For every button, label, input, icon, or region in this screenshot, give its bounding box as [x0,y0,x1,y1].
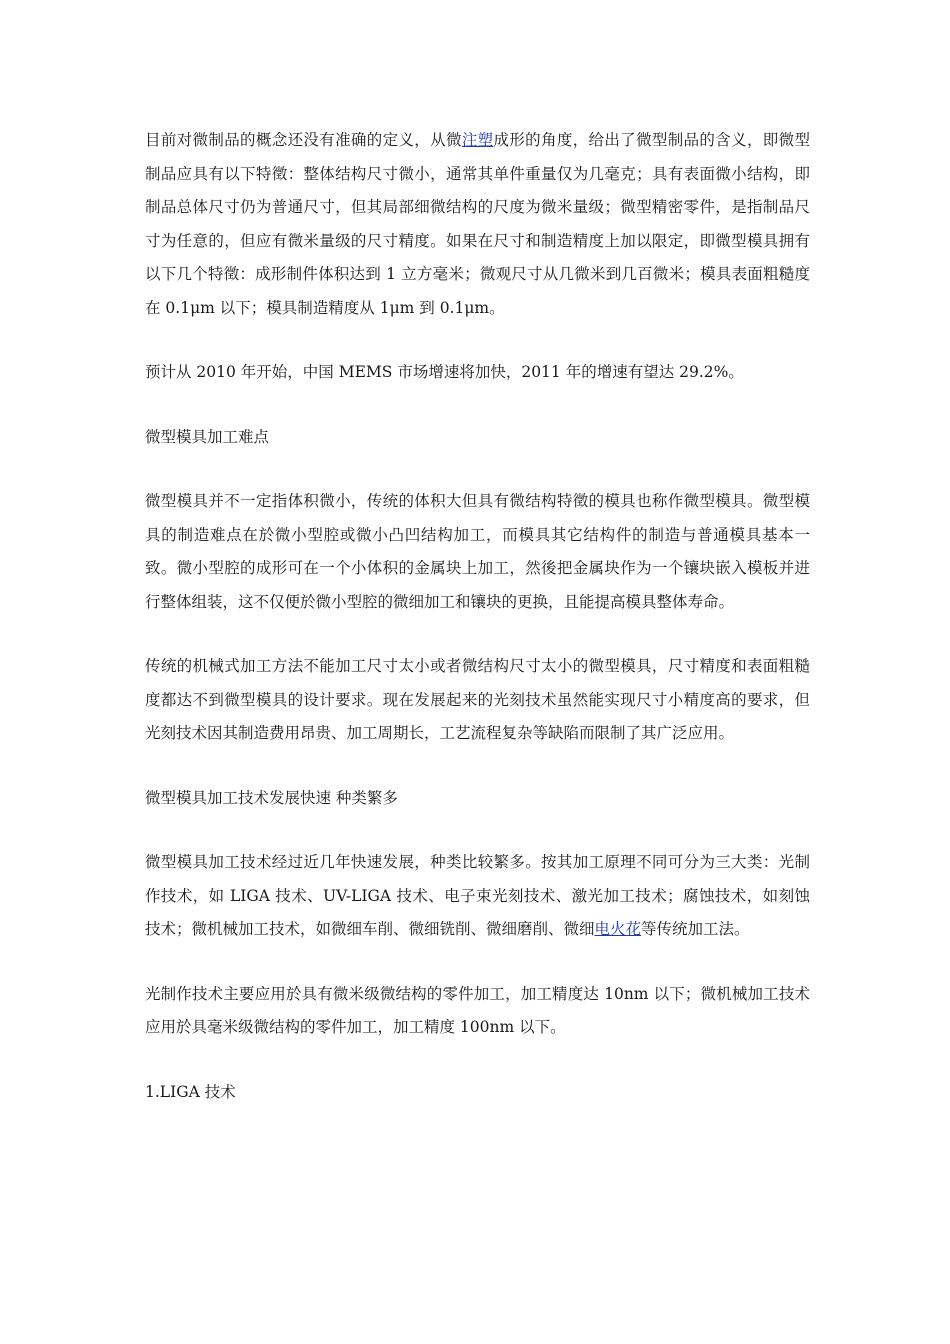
paragraph-text: 传统的机械式加工方法不能加工尺寸太小或者微结构尺寸太小的微型模具，尺寸精度和表面粗糙度都达不到微型模具的设计要求。现在发展起来的光刻技术虽然能实现尺寸小精度高的要求，但光刻技术因其制造费用昂贵、加工周期长，工艺流程复杂等缺陷而限制了其广泛应用。 [145,657,810,742]
paragraph [145,124,810,325]
paragraph-text: 1.LIGA 技术 [145,1082,236,1101]
paragraph [145,978,810,1045]
section-heading [145,782,810,816]
paragraph-text: 光制作技术主要应用於具有微米级微结构的零件加工，加工精度达 10nm 以下；微机械加工技术应用於具毫米级微结构的零件加工，加工精度 100nm 以下。 [145,984,810,1036]
article-body [145,124,810,1140]
paragraph-text: 微型模具加工难点 [145,427,270,446]
paragraph-text: 微型模具加工技术发展快速 种类繁多 [145,788,398,807]
paragraph-text: 预计从 2010 年开始，中国 MEMS 市场增速将加快，2011 年的增速有望达 29.2%。 [145,363,744,381]
paragraph-text: 微型模具加工技术经过近几年快速发展，种类比较繁多。按其加工原理不同可分为三大类：光制作技术，如 LIGA 技术、UV-LIGA 技术、电子束光刻技术、激光加工技术；腐蚀技术，如刻蚀技术；微机械加工技术，如微细车削、微细铣削、微细磨削、微细 [145,853,810,938]
paragraph [145,650,810,751]
paragraph-text: 微型模具并不一定指体积微小，传统的体积大但具有微结构特徵的模具也称作微型模具。微型模具的制造难点在於微小型腔或微小凸凹结构加工，而模具其它结构件的制造与普通模具基本一致。微小型腔的成形可在一个小体积的金属块上加工，然後把金属块作为一个镶块嵌入模板并进行整体组装，这不仅便於微小型腔的微细加工和镶块的更换，且能提高模具整体寿命。 [145,492,810,611]
inline-link[interactable]: 注塑 [461,131,494,149]
inline-link[interactable]: 电火花 [594,920,642,938]
paragraph-text: 等传统加工法。 [641,920,750,938]
section-heading [145,421,810,455]
paragraph [145,356,810,390]
paragraph-text: 目前对微制品的概念还没有准确的定义，从微 [145,131,462,149]
paragraph [145,485,810,619]
paragraph-text: 成形的角度，给出了微型制品的含义，即微型制品应具有以下特徵：整体结构尺寸微小，通常其单件重量仅为几毫克；具有表面微小结构，即制品总体尺寸仍为普通尺寸，但其局部细微结构的尺度为微米量级；微型精密零件，是指制品尺寸为任意的，但应有微米量级的尺寸精度。如果在尺寸和制造精度上加以限定，即微型模具拥有以下几个特徵：成形制件体积达到 1 立方毫米；微观尺寸从几微米到几百微米；模具表面粗糙度在 0.1μm 以下；模具制造精度从 1μm 到 0.1μm。 [145,131,810,317]
paragraph [145,846,810,947]
section-heading [145,1076,810,1110]
